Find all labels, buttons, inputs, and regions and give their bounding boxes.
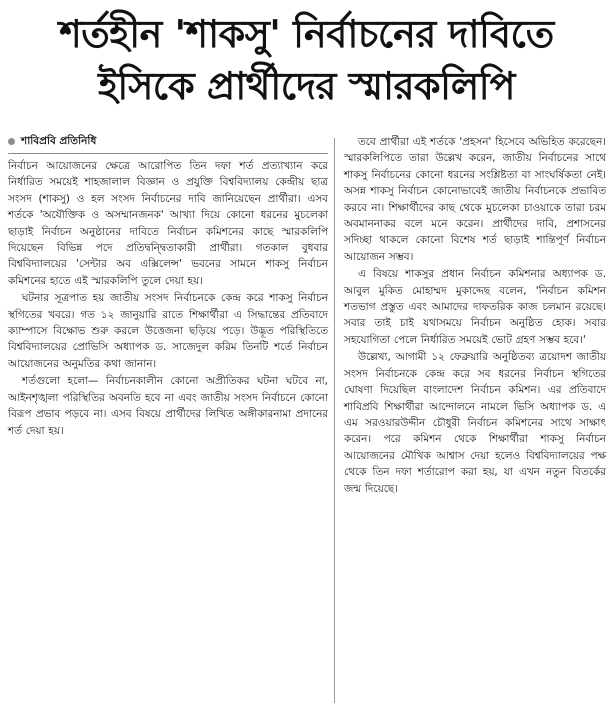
article-body — [8, 134, 605, 707]
paragraph: এ বিষয়ে শাকসুর প্রধান নির্বাচন কমিশনার অধ্যাপক ড. আবুল মুকিত মোহাম্মদ মুকাদ্দেছ বলেন, 'নির্বাচন কমিশন শতভাগ প্রস্তুত এবং আমাদের দাফতরিক কাজ চলমান রয়েছে। সবার তাই চাই যথাসময়ে নির্বাচন অনুষ্ঠিত হোক। সবার সহযোগিতা পেলে নির্ধারিত সময়েই ভোট গ্রহণ সম্ভব হবে।' — [344, 268, 606, 346]
right-column — [344, 134, 606, 497]
paragraph: নির্বাচন আয়োজনের ক্ষেত্রে আরোপিত তিন দফা শর্ত প্রত্যাখ্যান করে নির্ধারিত সময়েই শাহজালাল বিজ্ঞান ও প্রযুক্তি বিশ্ববিদ্যালয় কেন্দ্রীয় ছাত্র সংসদ (শাকসু) ও হল সংসদ নির্বাচনের দাবি জানিয়েছেন প্রার্থীরা। এসব শর্তকে 'অযৌক্তিক ও অসম্মানজনক' আখ্যা দিয়ে কোনো ধরনের মুচলেকা ছাড়াই নির্বাচন অনুষ্ঠানের দাবিতে নির্বাচন কমিশনের কাছে স্মারকলিপি দিয়েছেন বিভিন্ন পদে প্রতিদ্বন্দ্বিতাকারী প্রার্থীরা। গতকাল বুধবার বিশ্ববিদ্যালয়ের 'সেন্টার অব এক্সিলেন্স' ভবনের সামনে শাকসু নির্বাচন কমিশনের হাতে এই স্মারকলিপি তুলে দেয়া হয়। — [8, 160, 328, 287]
byline-text: শাবিপ্রবি প্রতিনিধি — [21, 135, 97, 147]
paragraph: তবে প্রার্থীরা এই শর্তকে 'প্রহসন' হিসেবে অভিহিত করেছেন। স্মারকলিপিতে তারা উল্লেখ করেন, জাতীয় নির্বাচনের সাথে শাকসু নির্বাচনের কোনো ধরনের সংশ্লিষ্টতা বা সাংঘর্ষিকতা নেই। অসন্ন শাকসু নির্বাচন কোনোভাবেই জাতীয় নির্বাচনকে প্রভাবিত করবে না। শিক্ষার্থীদের কাছ থেকে মুচলেকা চাওয়াকে তারা চরম অবমাননাকর বলে মনে করেন। প্রার্থীদের দাবি, প্রশাসনের সদিচ্ছা থাকলে কোনো বিশেষ শর্ত ছাড়াই শান্তিপূর্ণ নির্বাচন আয়োজন সম্ভব। — [344, 136, 606, 263]
headline-line-2: ইসিকে প্রার্থীদের স্মারকলিপি — [98, 64, 515, 108]
bullet-dot-icon — [8, 138, 15, 145]
headline-line-1: শর্তহীন 'শাকসু' নির্বাচনের দাবিতে — [59, 12, 554, 56]
headline — [8, 8, 605, 112]
left-column — [8, 134, 328, 439]
byline — [8, 134, 328, 154]
paragraph: শর্তগুলো হলো— নির্বাচনকালীন কোনো অপ্রীতিকর ঘটনা ঘটবে না, আইনশৃঙ্খলা পরিস্থিতির অবনতি হবে না এবং জাতীয় সংসদ নির্বাচনে কোনো বিরূপ প্রভাব পড়বে না। এসব বিষয়ে প্রার্থীদের লিখিত অঙ্গীকারনামা প্রদানের শর্ত দেয়া হয়। — [8, 375, 328, 437]
paragraph: ঘটনার সূত্রপাত হয় জাতীয় সংসদ নির্বাচনকে কেন্দ্র করে শাকসু নির্বাচন স্থগিতের খবরে। গত ১২ জানুয়ারি রাতে শিক্ষার্থীরা এ সিদ্ধান্তের প্রতিবাদে ক্যাম্পাসে বিক্ষোভ শুরু করলে উত্তেজনা ছড়িয়ে পড়ে। উদ্ভূত পরিস্থিতিতে বিশ্ববিদ্যালয়ের প্রোভিসি অধ্যাপক ড. সাজেদুল করিম তিনটি শর্তে নির্বাচন আয়োজনের অনুমতির কথা জানান। — [8, 292, 328, 370]
column-divider — [334, 138, 335, 703]
paragraph: উল্লেখ্য, আগামী ১২ ফেব্রুয়ারি অনুষ্ঠিতব্য ত্রয়োদশ জাতীয় সংসদ নির্বাচনকে কেন্দ্র করে সব ধরনের নির্বাচন স্থগিতের ঘোষণা দিয়েছিল বাংলাদেশ নির্বাচন কমিশন। এর প্রতিবাদে শাবিপ্রবি শিক্ষার্থীরা আন্দোলনে নামলে ভিসি অধ্যাপক ড. এ এম সরওয়ারউদ্দীন চৌধুরী নির্বাচন কমিশনের সাথে সাক্ষাৎ করেন। পরে কমিশন থেকে শিক্ষার্থীরা শাকসু নির্বাচন আয়োজনের মৌখিক আশ্বাস দেয়া হলেও বিশ্ববিদ্যালয়ের পক্ষ থেকে তিন দফা শর্তারোপ করা হয়, যা এখন নতুন বিতর্কের জন্ম দিয়েছে। — [344, 351, 606, 495]
